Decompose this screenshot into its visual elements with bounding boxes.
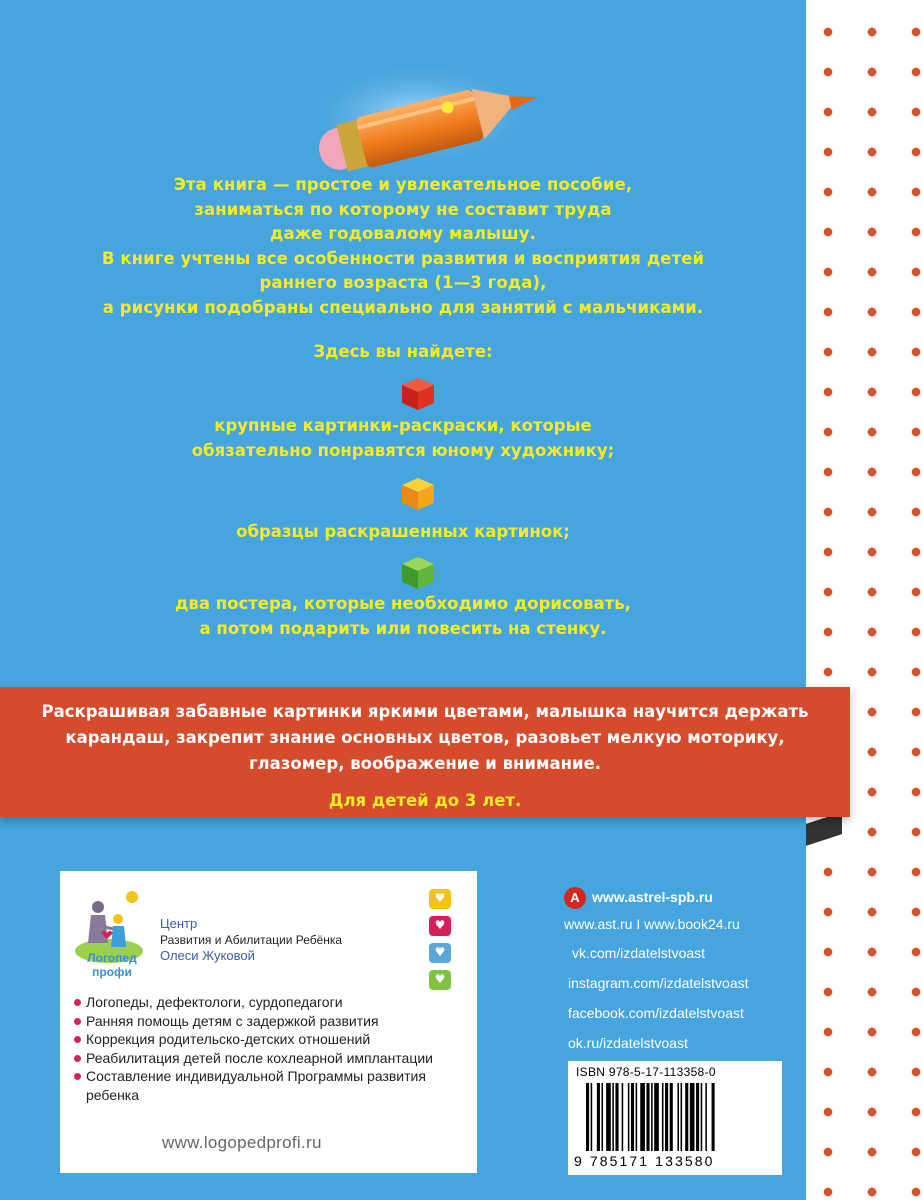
barcode bbox=[568, 1061, 782, 1175]
intro-line: а рисунки подобраны специально для занятий с мальчиками. bbox=[102, 297, 704, 317]
intro-line: Эта книга — простое и увлекательное пособие, bbox=[173, 175, 633, 194]
card-url-link[interactable]: www.logopedprofi.ru bbox=[162, 1133, 322, 1152]
barcode-bars bbox=[586, 1083, 776, 1151]
list-item: Коррекция родительско-детских отношений bbox=[74, 1030, 470, 1049]
ast-link[interactable]: www.ast.ru I www.book24.ru bbox=[564, 916, 740, 932]
center-line: Центр bbox=[160, 916, 198, 931]
highlight-band bbox=[0, 687, 850, 817]
facebook-link[interactable]: facebook.com/izdatelstvoast bbox=[568, 1005, 744, 1021]
feature-item bbox=[0, 592, 806, 641]
center-line: Олеси Жуковой bbox=[160, 948, 255, 963]
vk-link[interactable]: vk.com/izdatelstvoast bbox=[572, 945, 706, 961]
logo-line: Логопед bbox=[87, 951, 137, 965]
barcode-digits: 9 785171 133580 bbox=[574, 1153, 715, 1169]
intro-line: В книге учтены все особенности развития и восприятия детей bbox=[101, 248, 705, 268]
logo-line: профи bbox=[92, 965, 132, 979]
feature-line: образцы раскрашенных картинок; bbox=[236, 522, 570, 541]
feature-item bbox=[0, 414, 806, 463]
heart-icon: ♥ bbox=[429, 970, 451, 990]
list-item: Логопеды, дефектологи, сурдопедагоги bbox=[74, 993, 470, 1012]
pencil-illustration bbox=[300, 60, 560, 180]
heart-icon: ♥ bbox=[429, 889, 451, 909]
band-line: глазомер, воображение и внимание. bbox=[248, 754, 602, 773]
center-name bbox=[160, 916, 342, 964]
intro-line: раннего возраста (1—3 года), bbox=[259, 273, 547, 292]
intro-line: даже годовалому малышу. bbox=[270, 224, 536, 243]
intro-line: заниматься по которому не составит труда bbox=[194, 199, 612, 219]
features-heading: Здесь вы найдете: bbox=[313, 342, 493, 361]
list-item: Ранняя помощь детям с задержкой развития bbox=[74, 1012, 470, 1031]
isbn-text: ISBN 978-5-17-113358-0 bbox=[576, 1065, 716, 1079]
instagram-link[interactable]: instagram.com/izdatelstvoast bbox=[568, 975, 749, 991]
ad-card bbox=[60, 871, 477, 1173]
green-cube-icon bbox=[398, 553, 438, 593]
band-text bbox=[0, 699, 850, 777]
band-line: карандаш, закрепит знание основных цветов, разовьет мелкую моторику, bbox=[65, 728, 785, 747]
feature-item bbox=[0, 520, 806, 545]
heart-icon: ♥ bbox=[429, 916, 451, 936]
astrel-logo-icon: А bbox=[564, 887, 586, 909]
feature-line: а потом подарить или повесить на стенку. bbox=[199, 618, 607, 638]
feature-line: два постера, которые необходимо дорисовать, bbox=[175, 594, 631, 613]
center-line: Развития и Абилитации Ребёнка bbox=[160, 933, 343, 947]
heart-column bbox=[429, 889, 453, 997]
list-item: Реабилитация детей после кохлеарной имплантации bbox=[74, 1049, 470, 1068]
feature-line: обязательно понравятся юному художнику; bbox=[191, 440, 615, 460]
red-cube-icon bbox=[398, 374, 438, 414]
services-list bbox=[74, 993, 470, 1104]
age-label: Для детей до 3 лет. bbox=[328, 791, 522, 810]
intro-text bbox=[0, 173, 806, 320]
logo-text bbox=[72, 951, 152, 979]
dotted-pattern bbox=[806, 0, 923, 1200]
astrel-link[interactable]: www.astrel-spb.ru bbox=[592, 889, 713, 905]
heart-icon: ♥ bbox=[429, 943, 451, 963]
feature-line: крупные картинки-раскраски, которые bbox=[214, 416, 592, 435]
band-line: Раскрашивая забавные картинки яркими цветами, малышка научится держать bbox=[41, 702, 809, 721]
ok-link[interactable]: ok.ru/izdatelstvoast bbox=[568, 1035, 688, 1051]
list-item: Составление индивидуальной Программы развития ребенка bbox=[74, 1067, 470, 1104]
orange-cube-icon bbox=[398, 474, 438, 514]
